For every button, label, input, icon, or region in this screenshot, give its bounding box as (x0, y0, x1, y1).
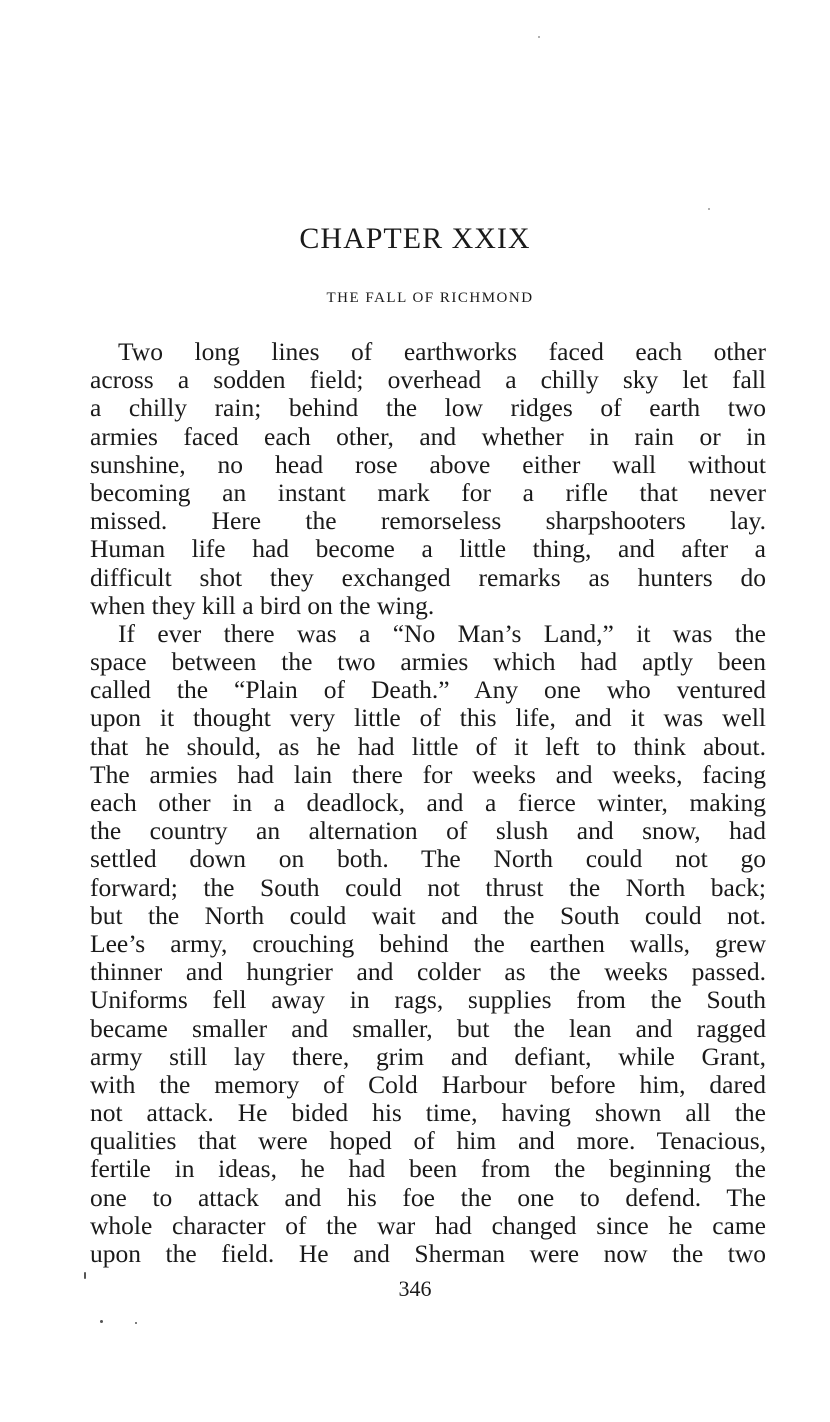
text-line: that he should, as he had little of it left to think about. (90, 731, 766, 761)
text-line: whole character of the war had changed since he came (90, 1210, 766, 1240)
scan-speck (538, 36, 540, 38)
text-line: a chilly rain; behind the low ridges of earth two (90, 393, 766, 423)
text-line: upon the field. He and Sherman were now the two (90, 1239, 766, 1268)
paragraph (90, 338, 766, 620)
paragraph (90, 620, 766, 1268)
text-line: when they kill a bird on the wing. (90, 590, 435, 620)
text-line: thinner and hungrier and colder as the weeks passed. (90, 957, 766, 987)
text-line: the country an alternation of slush and snow, had (90, 816, 766, 846)
text-line: called the “Plain of Death.” Any one who ventured (90, 675, 766, 705)
text-line: qualities that were hoped of him and more. Tenacious, (90, 1126, 766, 1156)
text-line: difficult shot they exchanged remarks as hunters do (90, 562, 766, 592)
text-line: army still lay there, grim and defiant, while Grant, (90, 1041, 766, 1071)
scan-speck (708, 208, 710, 210)
text-line: space between the two armies which had aptly been (90, 647, 766, 677)
text-line: became smaller and smaller, but the lean and ragged (90, 1013, 766, 1043)
scan-speck (135, 1322, 137, 1324)
text-line: forward; the South could not thrust the North back; (90, 872, 766, 902)
text-line: settled down on both. The North could not go (90, 844, 766, 874)
text-line: one to attack and his foe the one to defend. The (90, 1182, 766, 1212)
text-line: Uniforms fell away in rags, supplies from the South (90, 985, 766, 1015)
scan-speck (100, 1320, 103, 1323)
text-line: upon it thought very little of this life, and it was well (90, 703, 766, 733)
text-line: Human life had become a little thing, and after a (90, 534, 766, 564)
text-line: Lee’s army, crouching behind the earthen walls, grew (90, 928, 766, 958)
text-line: The armies had lain there for weeks and weeks, facing (90, 759, 766, 789)
scan-speck (84, 1272, 86, 1279)
chapter-subtitle: THE FALL OF RICHMOND (326, 290, 534, 306)
text-line: not attack. He bided his time, having shown all the (90, 1098, 766, 1128)
text-line: with the memory of Cold Harbour before him, dared (90, 1069, 766, 1099)
text-line: each other in a deadlock, and a fierce winter, making (90, 788, 766, 817)
page-number: 346 (398, 1276, 432, 1301)
text-line: sunshine, no head rose above either wall without (90, 449, 766, 479)
chapter-title: CHAPTER XXIX (299, 222, 531, 255)
text-line: If ever there was a “No Man’s Land,” it was the (118, 618, 766, 648)
body-text (90, 338, 766, 1268)
text-line: fertile in ideas, he had been from the beginning the (90, 1154, 766, 1184)
text-line: becoming an instant mark for a rifle that never (90, 477, 766, 507)
text-line: armies faced each other, and whether in rain or in (90, 421, 766, 451)
text-line: across a sodden field; overhead a chilly sky let fall (90, 365, 766, 395)
text-line: Two long lines of earthworks faced each other (118, 337, 766, 366)
text-line: but the North could wait and the South could not. (90, 900, 766, 930)
text-line: missed. Here the remorseless sharpshooters lay. (90, 506, 766, 536)
